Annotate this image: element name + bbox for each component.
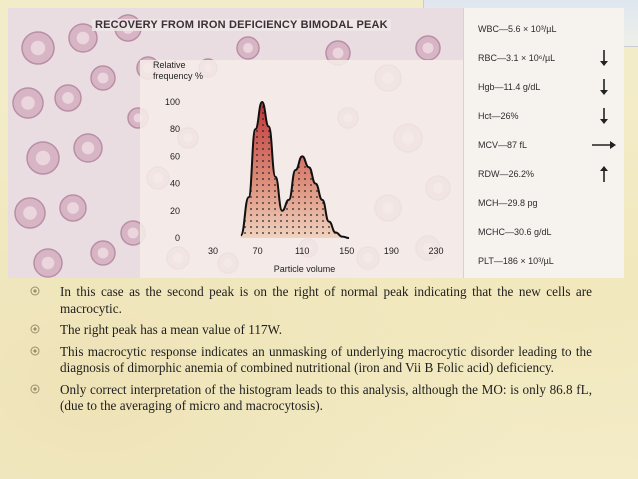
bullet-item <box>30 284 592 317</box>
lab-value-row <box>478 20 618 38</box>
y-tick-label: 20 <box>169 205 180 216</box>
lab-value-row <box>478 107 618 125</box>
y-axis-label: Relative <box>153 60 186 70</box>
lab-value-row <box>478 252 618 270</box>
bullet-item <box>30 344 592 377</box>
trend-spacer <box>590 20 618 38</box>
x-tick-label: 110 <box>295 246 310 256</box>
lab-value-text: PLT—186 × 10³/µL <box>478 256 554 266</box>
bullet-list <box>30 284 592 420</box>
y-tick-label: 40 <box>169 178 180 189</box>
bullet-icon <box>30 346 40 356</box>
bullet-icon <box>30 324 40 334</box>
bullet-icon <box>30 384 40 394</box>
x-tick-label: 150 <box>339 246 355 256</box>
bullet-text: In this case as the second peak is on the right of normal peak indicating that the new cells are macrocytic. <box>60 284 592 316</box>
lab-value-row <box>478 194 618 212</box>
trend-right-arrow-icon <box>590 136 618 154</box>
lab-value-row <box>478 223 618 241</box>
trend-up-arrow-icon <box>590 165 618 183</box>
lab-value-text: MCHC—30.6 g/dL <box>478 227 552 237</box>
lab-value-row <box>478 49 618 67</box>
y-tick-label: 0 <box>174 233 180 243</box>
trend-spacer <box>590 252 618 270</box>
trend-spacer <box>590 194 618 212</box>
lab-value-text: Hgb—11.4 g/dL <box>478 82 541 92</box>
bullet-item <box>30 382 592 415</box>
x-tick-label: 70 <box>252 246 263 256</box>
histogram-chart <box>8 8 463 278</box>
trend-down-arrow-icon <box>590 107 618 125</box>
x-tick-label: 230 <box>428 246 444 256</box>
figure-title: RECOVERY FROM IRON DEFICIENCY BIMODAL PEAK <box>92 19 391 31</box>
lab-value-text: RBC—3.1 × 10⁶/µL <box>478 53 556 63</box>
lab-value-row <box>478 136 618 154</box>
lab-value-text: WBC—5.6 × 10³/µL <box>478 24 557 34</box>
lab-value-text: MCV—87 fL <box>478 140 528 150</box>
bullet-text: This macrocytic response indicates an unmasking of underlying macrocytic disorder leading to the diagnosis of dimorphic anemia of combined nutritional (iron and Vii B Folic acid) deficiency. <box>60 343 592 375</box>
lab-values-panel <box>463 8 624 278</box>
lab-value-text: RDW—26.2% <box>478 169 535 179</box>
histogram-figure <box>8 8 463 278</box>
y-tick-label: 80 <box>169 124 180 135</box>
y-axis-label: frequency % <box>153 71 204 81</box>
y-tick-label: 100 <box>164 97 180 107</box>
trend-spacer <box>590 223 618 241</box>
bullet-text: The right peak has a mean value of 117W. <box>60 322 283 337</box>
x-tick-label: 190 <box>383 246 399 256</box>
lab-value-text: MCH—29.8 pg <box>478 198 538 208</box>
bullet-icon <box>30 286 40 296</box>
bullet-text: Only correct interpretation of the histogram leads to this analysis, although the MO: is only 86.8 fL, (due to the averaging of micro and macrocytosis). <box>60 381 592 413</box>
lab-value-text: Hct—26% <box>478 111 519 121</box>
x-tick-label: 30 <box>207 246 219 256</box>
x-axis-label: Particle volume <box>273 264 336 274</box>
lab-value-row <box>478 165 618 183</box>
trend-down-arrow-icon <box>590 78 618 96</box>
lab-value-row <box>478 78 618 96</box>
y-tick-label: 60 <box>169 151 180 162</box>
trend-down-arrow-icon <box>590 49 618 67</box>
bullet-item <box>30 322 592 339</box>
